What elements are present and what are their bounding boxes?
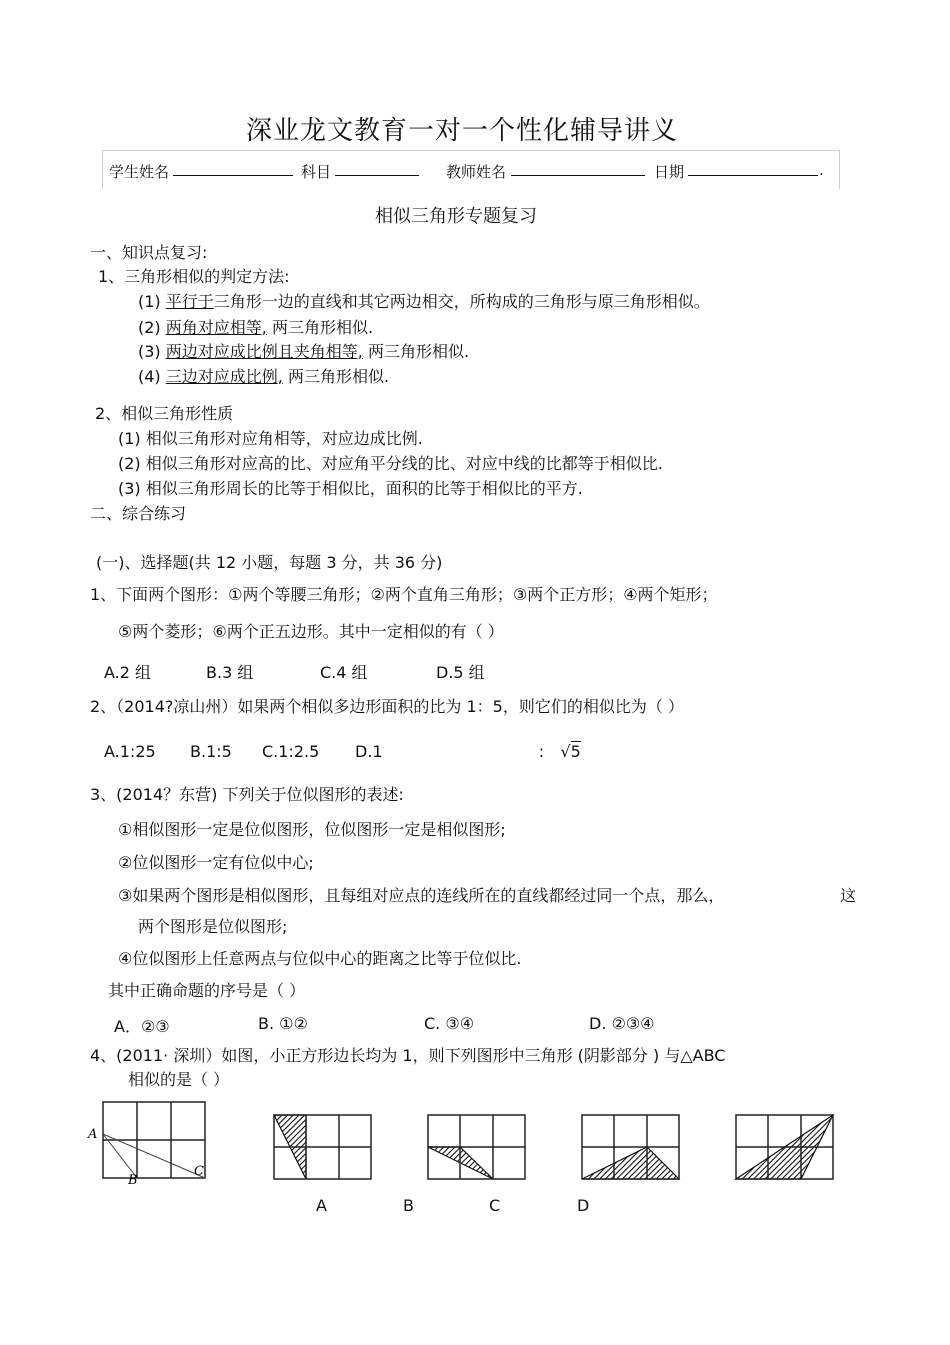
choice-group-heading: (一)、选择题(共 12 小题，每题 3 分，共 36 分): [96, 553, 443, 572]
criteria-item-4: (4) 三边对应成比例, 两三角形相似.: [138, 367, 390, 386]
question-3-option-c[interactable]: C. ③④: [424, 1014, 475, 1033]
option-b-figure[interactable]: [426, 1113, 528, 1181]
property-item-1: (1) 相似三角形对应角相等，对应边成比例.: [118, 429, 423, 448]
teacher-name-label: 教师姓名: [446, 163, 507, 181]
vertex-b-label: B: [128, 1173, 138, 1185]
property-item-3: (3) 相似三角形周长的比等于相似比，面积的比等于相似比的平方.: [118, 479, 583, 498]
page-title: 深业龙文教育一对一个性化辅导讲义: [246, 116, 679, 146]
option-a-figure[interactable]: [272, 1113, 374, 1181]
question-1-text: 1、下面两个图形：①两个等腰三角形；②两个直角三角形；③两个正方形；④两个矩形；: [90, 585, 718, 604]
teacher-name-blank[interactable]: [511, 161, 645, 176]
question-2-option-b[interactable]: B.1:5: [190, 742, 232, 761]
properties-heading: 2、相似三角形性质: [95, 404, 234, 423]
vertex-c-label: C: [194, 1164, 204, 1179]
question-4-text-2: 相似的是（ ）: [128, 1070, 230, 1089]
sqrt-radicand: 5: [570, 742, 581, 761]
answer-label-b[interactable]: B: [403, 1196, 414, 1215]
criteria-item-3: (3) 两边对应成比例且夹角相等, 两三角形相似.: [138, 342, 470, 361]
date-blank[interactable]: [688, 161, 818, 176]
student-name-blank[interactable]: [173, 161, 293, 176]
subject-label: 科目: [301, 163, 332, 181]
sqrt-symbol: √: [560, 742, 571, 761]
question-3-statement-1: ①相似图形一定是位似图形，位似图形一定是相似图形;: [118, 820, 506, 839]
subtitle: 相似三角形专题复习: [375, 206, 537, 227]
subject-blank[interactable]: [335, 161, 419, 176]
question-3-statement-3-tail: 这: [840, 886, 857, 905]
option-d-figure[interactable]: [734, 1113, 836, 1181]
criteria-item-1: (1) 平行于三角形一边的直线和其它两边相交，所构成的三角形与原三角形相似。: [138, 292, 710, 311]
answer-label-d[interactable]: D: [577, 1196, 590, 1215]
student-name-label: 学生姓名: [109, 163, 170, 181]
question-3-text: 3、(2014？东营) 下列关于位似图形的表述:: [90, 785, 404, 804]
reference-triangle-figure: [86, 1100, 211, 1185]
question-3-option-b[interactable]: B. ①②: [258, 1014, 308, 1033]
section-1-heading: 一、知识点复习:: [90, 243, 208, 262]
question-3-statement-4: ④位似图形上任意两点与位似中心的距离之比等于位似比.: [118, 949, 522, 968]
question-4-text: 4、(2011· 深圳）如图，小正方形边长均为 1，则下列图形中三角形 (阴影部分 ) 与△ABC: [90, 1046, 726, 1065]
question-3-statement-2: ②位似图形一定有位似中心;: [118, 853, 314, 872]
answer-label-c[interactable]: C: [489, 1196, 501, 1215]
question-3-statement-3-cont: 两个图形是位似图形;: [138, 917, 288, 936]
question-2-option-c[interactable]: C.1:2.5: [262, 742, 320, 761]
question-1-option-d[interactable]: D.5 组: [436, 663, 485, 682]
question-1-option-a[interactable]: A.2 组: [104, 663, 152, 682]
question-3-ask: 其中正确命题的序号是（ ）: [108, 981, 306, 1000]
question-1-option-c[interactable]: C.4 组: [320, 663, 368, 682]
question-3-statement-3: ③如果两个图形是相似图形，且每组对应点的连线所在的直线都经过同一个点，那么，: [118, 886, 725, 905]
question-3-option-d[interactable]: D. ②③④: [589, 1014, 655, 1033]
section-2-heading: 二、综合练习: [90, 504, 187, 523]
answer-label-a[interactable]: A: [316, 1196, 327, 1215]
criteria-heading: 1、三角形相似的判定方法:: [98, 267, 290, 286]
question-3-option-a[interactable]: A．②③: [114, 1017, 170, 1036]
date-label: 日期: [654, 163, 685, 181]
date-end-mark: .: [819, 161, 824, 179]
criteria-item-2: (2) 两角对应相等, 两三角形相似.: [138, 318, 374, 337]
student-info-box: [102, 150, 840, 189]
option-c-figure[interactable]: [580, 1113, 682, 1181]
question-2-option-d[interactable]: D.1 : √5: [355, 742, 581, 761]
question-2-option-a[interactable]: A.1:25: [104, 742, 156, 761]
property-item-2: (2) 相似三角形对应高的比、对应角平分线的比、对应中线的比都等于相似比.: [118, 454, 663, 473]
question-1-text-2: ⑤两个菱形；⑥两个正五边形。其中一定相似的有（ ）: [118, 622, 504, 641]
question-1-option-b[interactable]: B.3 组: [206, 663, 254, 682]
vertex-a-label: A: [88, 1127, 98, 1142]
question-2-text: 2、（2014?凉山州）如果两个相似多边形面积的比为 1：5，则它们的相似比为（ ）: [90, 697, 684, 716]
